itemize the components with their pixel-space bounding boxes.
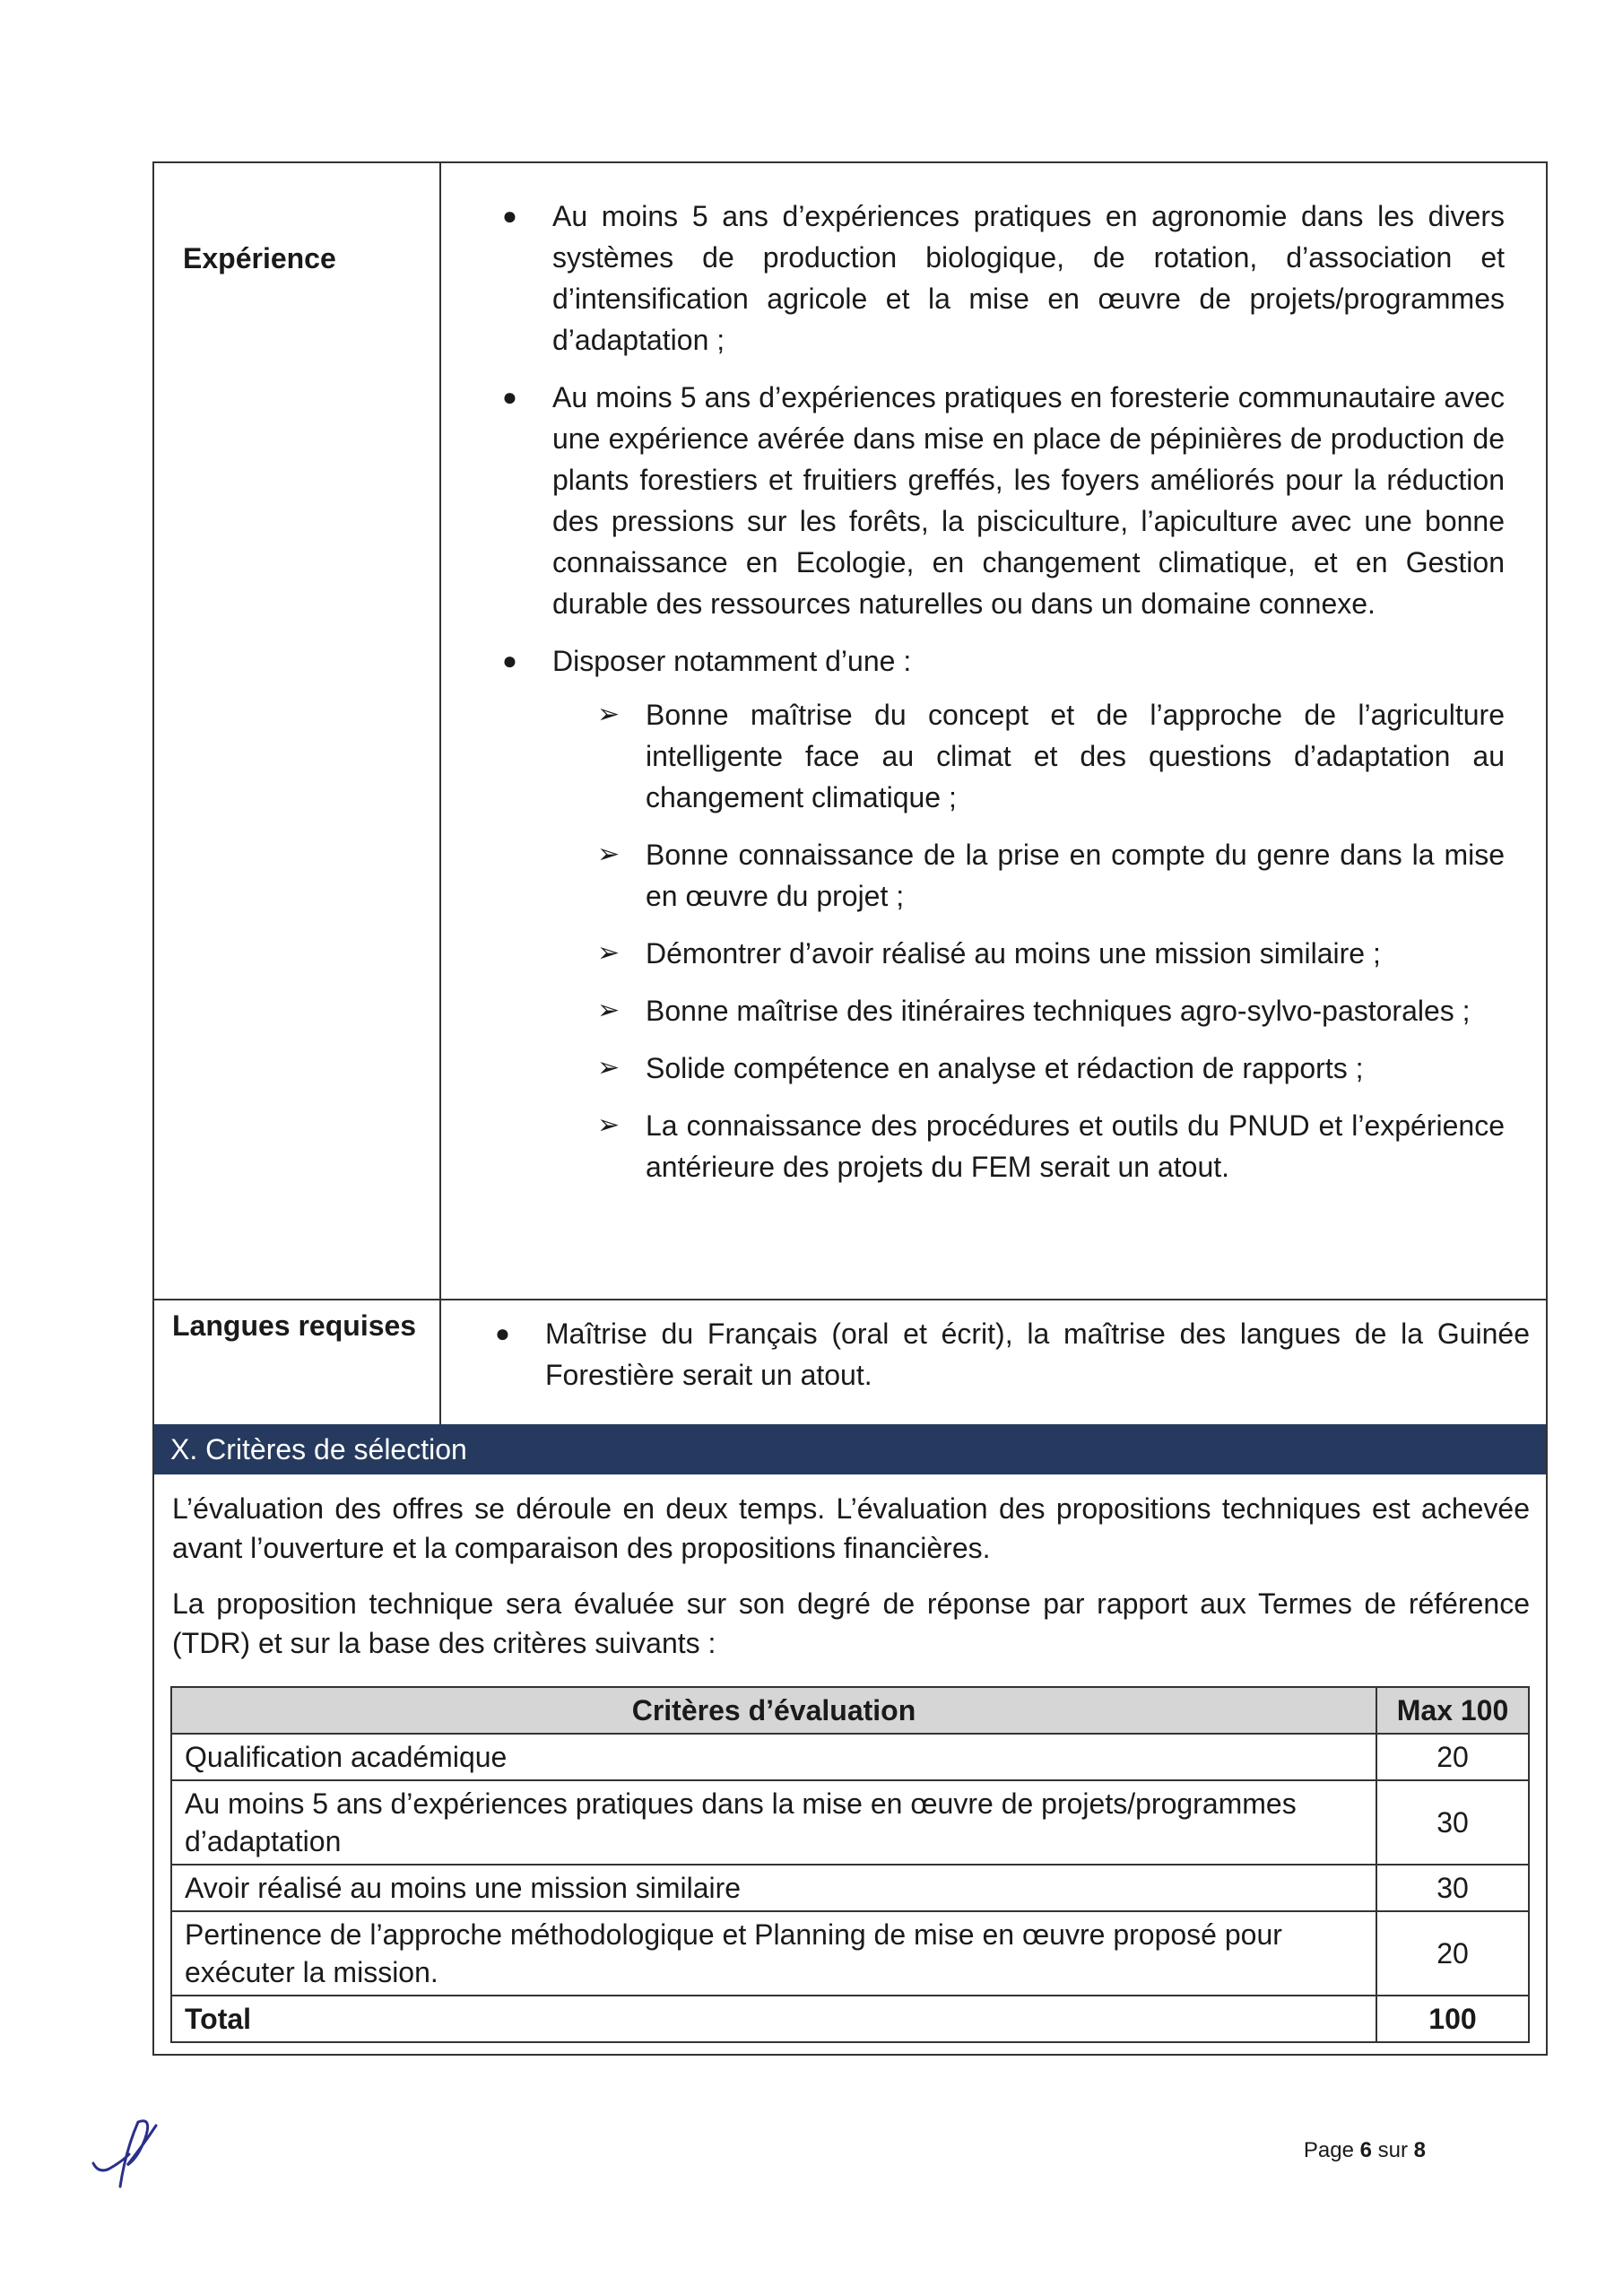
sub-list-item: ➢ La connaissance des procédures et outils du PNUD et l’expérience antérieure des projets du FEM serait un atout. (597, 1105, 1505, 1187)
bullet-dot-icon: ● (502, 383, 517, 411)
arrowhead-icon: ➢ (597, 996, 621, 1025)
languages-label: Langues requises (172, 1309, 417, 1342)
table-row (171, 1865, 1529, 1911)
list-item: ● Maîtrise du Français (oral et écrit), la maîtrise des langues de la Guinée Forestière serait un atout. (495, 1313, 1530, 1396)
languages-list (495, 1313, 1530, 1412)
max-cell: 30 (1376, 1780, 1529, 1865)
page-separator: sur (1377, 2138, 1408, 2162)
total-value: 100 (1376, 1996, 1529, 2042)
sub-list-item: ➢ Démontrer d’avoir réalisé au moins une mission similaire ; (597, 933, 1505, 974)
max-header: Max 100 (1376, 1687, 1529, 1734)
criterion-cell: Pertinence de l’approche méthodologique et Planning de mise en œuvre proposé pour exécuter la mission. (171, 1911, 1376, 1996)
list-item: ● Au moins 5 ans d’expériences pratiques en foresterie communautaire avec une expérience avérée dans mise en place de pépinières de production de plants forestiers et fruitiers greffés, les foyers améliorés pour la réduction des pressions sur les forêts, la pisciculture, l’apiculture avec une bonne connaissance en Ecologie, en changement climatique, et en Gestion durable des ressources naturelles ou dans un domaine connexe. (502, 377, 1505, 624)
experience-label: Expérience (183, 242, 336, 274)
row-divider (154, 1299, 1546, 1300)
sub-list-item: ➢ Solide compétence en analyse et rédaction de rapports ; (597, 1048, 1505, 1089)
list-item: ● Disposer notamment d’une : ➢ Bonne maîtrise du concept et de l’approche de l’agriculture intelligente face au climat et des questions d’adaptation au changement climatique ; ➢ Bonne connaissance de la prise en compte du genre dans la mise en œuvre du projet ; ➢ Démontrer d’avoir réalisé au moins une mission similaire ; ➢ Bonne maîtrise des itinéraires techniques agro-sylvo-pastorales ; ➢ Solide compétence en analyse et rédaction de rapports ; ➢ La connaissance des procédures et outils du PNUD et l’expérience antérieure des projets du FEM serait un atout. (502, 640, 1505, 1187)
column-divider (439, 161, 441, 1426)
max-cell: 20 (1376, 1911, 1529, 1996)
list-item: ● Au moins 5 ans d’expériences pratiques en agronomie dans les divers systèmes de production biologique, de rotation, d’association et d’intensification agricole et la mise en œuvre de projets/programmes d’adaptation ; (502, 196, 1505, 361)
arrowhead-icon: ➢ (597, 839, 621, 869)
experience-list (502, 196, 1505, 1204)
arrowhead-icon: ➢ (597, 1110, 621, 1140)
table-header-row (171, 1687, 1529, 1734)
bullet-dot-icon: ● (502, 647, 517, 674)
criterion-cell: Au moins 5 ans d’expériences pratiques dans la mise en œuvre de projets/programmes d’adaptation (171, 1780, 1376, 1865)
sub-list (552, 694, 1505, 1187)
paragraph: L’évaluation des offres se déroule en deux temps. L’évaluation des propositions techniques est achevée avant l’ouverture et la comparaison des propositions financières. (172, 1492, 1530, 1564)
page-current: 6 (1359, 2138, 1372, 2162)
page-number (1304, 2138, 1426, 2163)
sub-list-item: ➢ Bonne connaissance de la prise en compte du genre dans la mise en œuvre du projet ; (597, 834, 1505, 917)
section-title: X. Critères de sélection (170, 1433, 467, 1465)
table-total-row (171, 1996, 1529, 2042)
sub-list-item: ➢ Bonne maîtrise des itinéraires techniques agro-sylvo-pastorales ; (597, 990, 1505, 1031)
bullet-dot-icon: ● (502, 202, 517, 230)
criteria-table (170, 1686, 1530, 2043)
table-row (171, 1911, 1529, 1996)
arrowhead-icon: ➢ (597, 700, 621, 729)
sub-list-item: ➢ Bonne maîtrise du concept et de l’approche de l’agriculture intelligente face au climat et des questions d’adaptation au changement climatique ; (597, 694, 1505, 818)
page-total: 8 (1413, 2138, 1426, 2162)
max-cell: 30 (1376, 1865, 1529, 1911)
total-label: Total (171, 1996, 1376, 2042)
criterion-cell: Qualification académique (171, 1734, 1376, 1780)
arrowhead-icon: ➢ (597, 938, 621, 968)
criterion-cell: Avoir réalisé au moins une mission similaire (171, 1865, 1376, 1911)
criteria-header: Critères d’évaluation (171, 1687, 1376, 1734)
bullet-dot-icon: ● (495, 1319, 510, 1347)
max-cell: 20 (1376, 1734, 1529, 1780)
page-prefix: Page (1303, 2138, 1354, 2162)
table-row (171, 1780, 1529, 1865)
paragraph: La proposition technique sera évaluée sur son degré de réponse par rapport aux Termes de référence (TDR) et sur la base des critères suivants : (172, 1587, 1530, 1659)
arrowhead-icon: ➢ (597, 1053, 621, 1083)
table-row (171, 1734, 1529, 1780)
signature-initials (86, 2108, 176, 2197)
